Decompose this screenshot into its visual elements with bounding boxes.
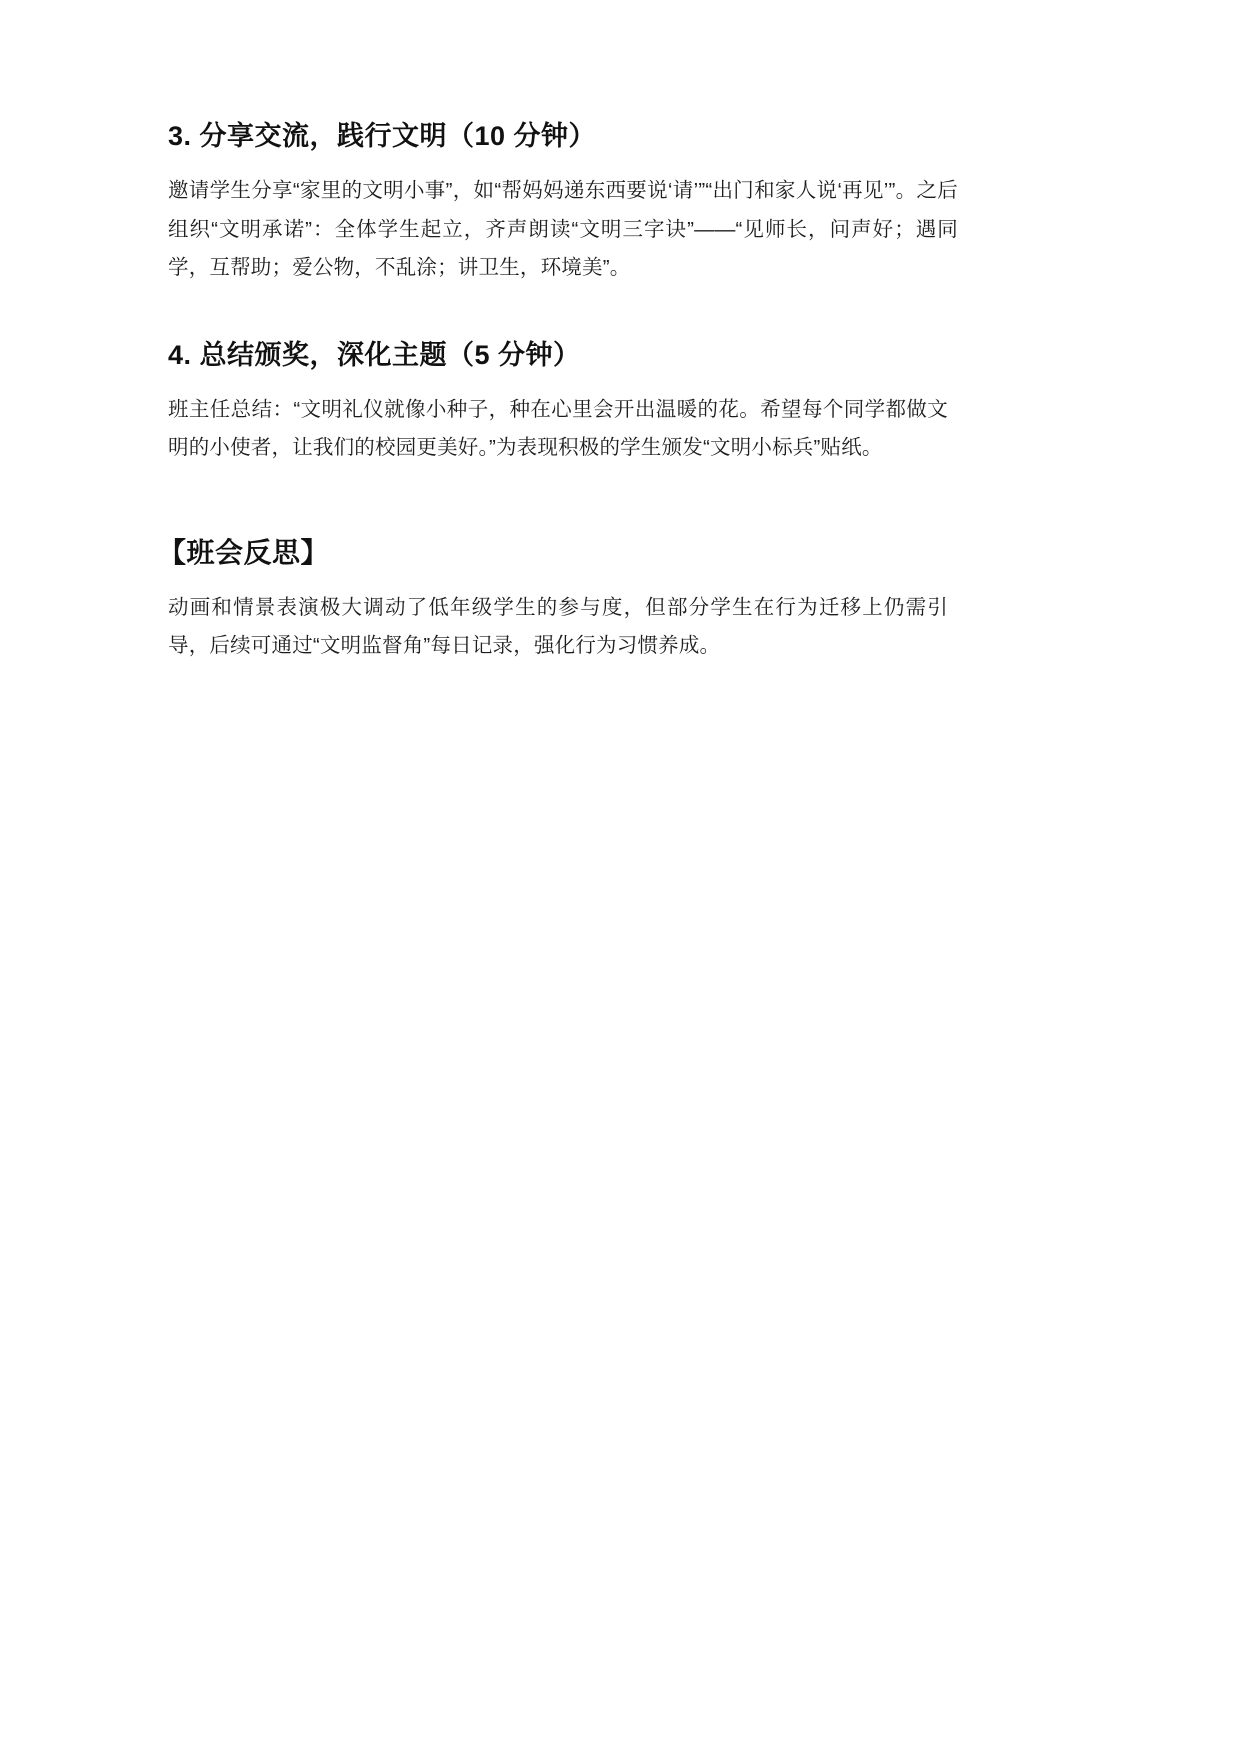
reflection-heading: 【班会反思】	[158, 536, 330, 568]
section-paragraph-3: 邀请学生分享“家里的文明小事”，如“帮妈妈递东西要说‘请’”“出门和家人说‘再见’”。之后组织“文明承诺”：全体学生起立，齐声朗读“文明三字诀”——“见师长，问声好；遇同学，互帮助；爱公物，不乱涂；讲卫生，环境美”。	[168, 179, 958, 279]
document-body	[158, 118, 958, 666]
section-heading-3: 3. 分享交流，践行文明（10 分钟）	[168, 121, 597, 151]
section-heading-4: 4. 总结颁奖，深化主题（5 分钟）	[168, 339, 581, 370]
section-paragraph-4: 班主任总结：“文明礼仪就像小种子，种在心里会开出温暖的花。希望每个同学都做文明的小使者，让我们的校园更美好。”为表现积极的学生颁发“文明小标兵”贴纸。	[168, 398, 948, 460]
reflection-paragraph: 动画和情景表演极大调动了低年级学生的参与度，但部分学生在行为迁移上仍需引导，后续可通过“文明监督角”每日记录，强化行为习惯养成。	[168, 596, 948, 658]
